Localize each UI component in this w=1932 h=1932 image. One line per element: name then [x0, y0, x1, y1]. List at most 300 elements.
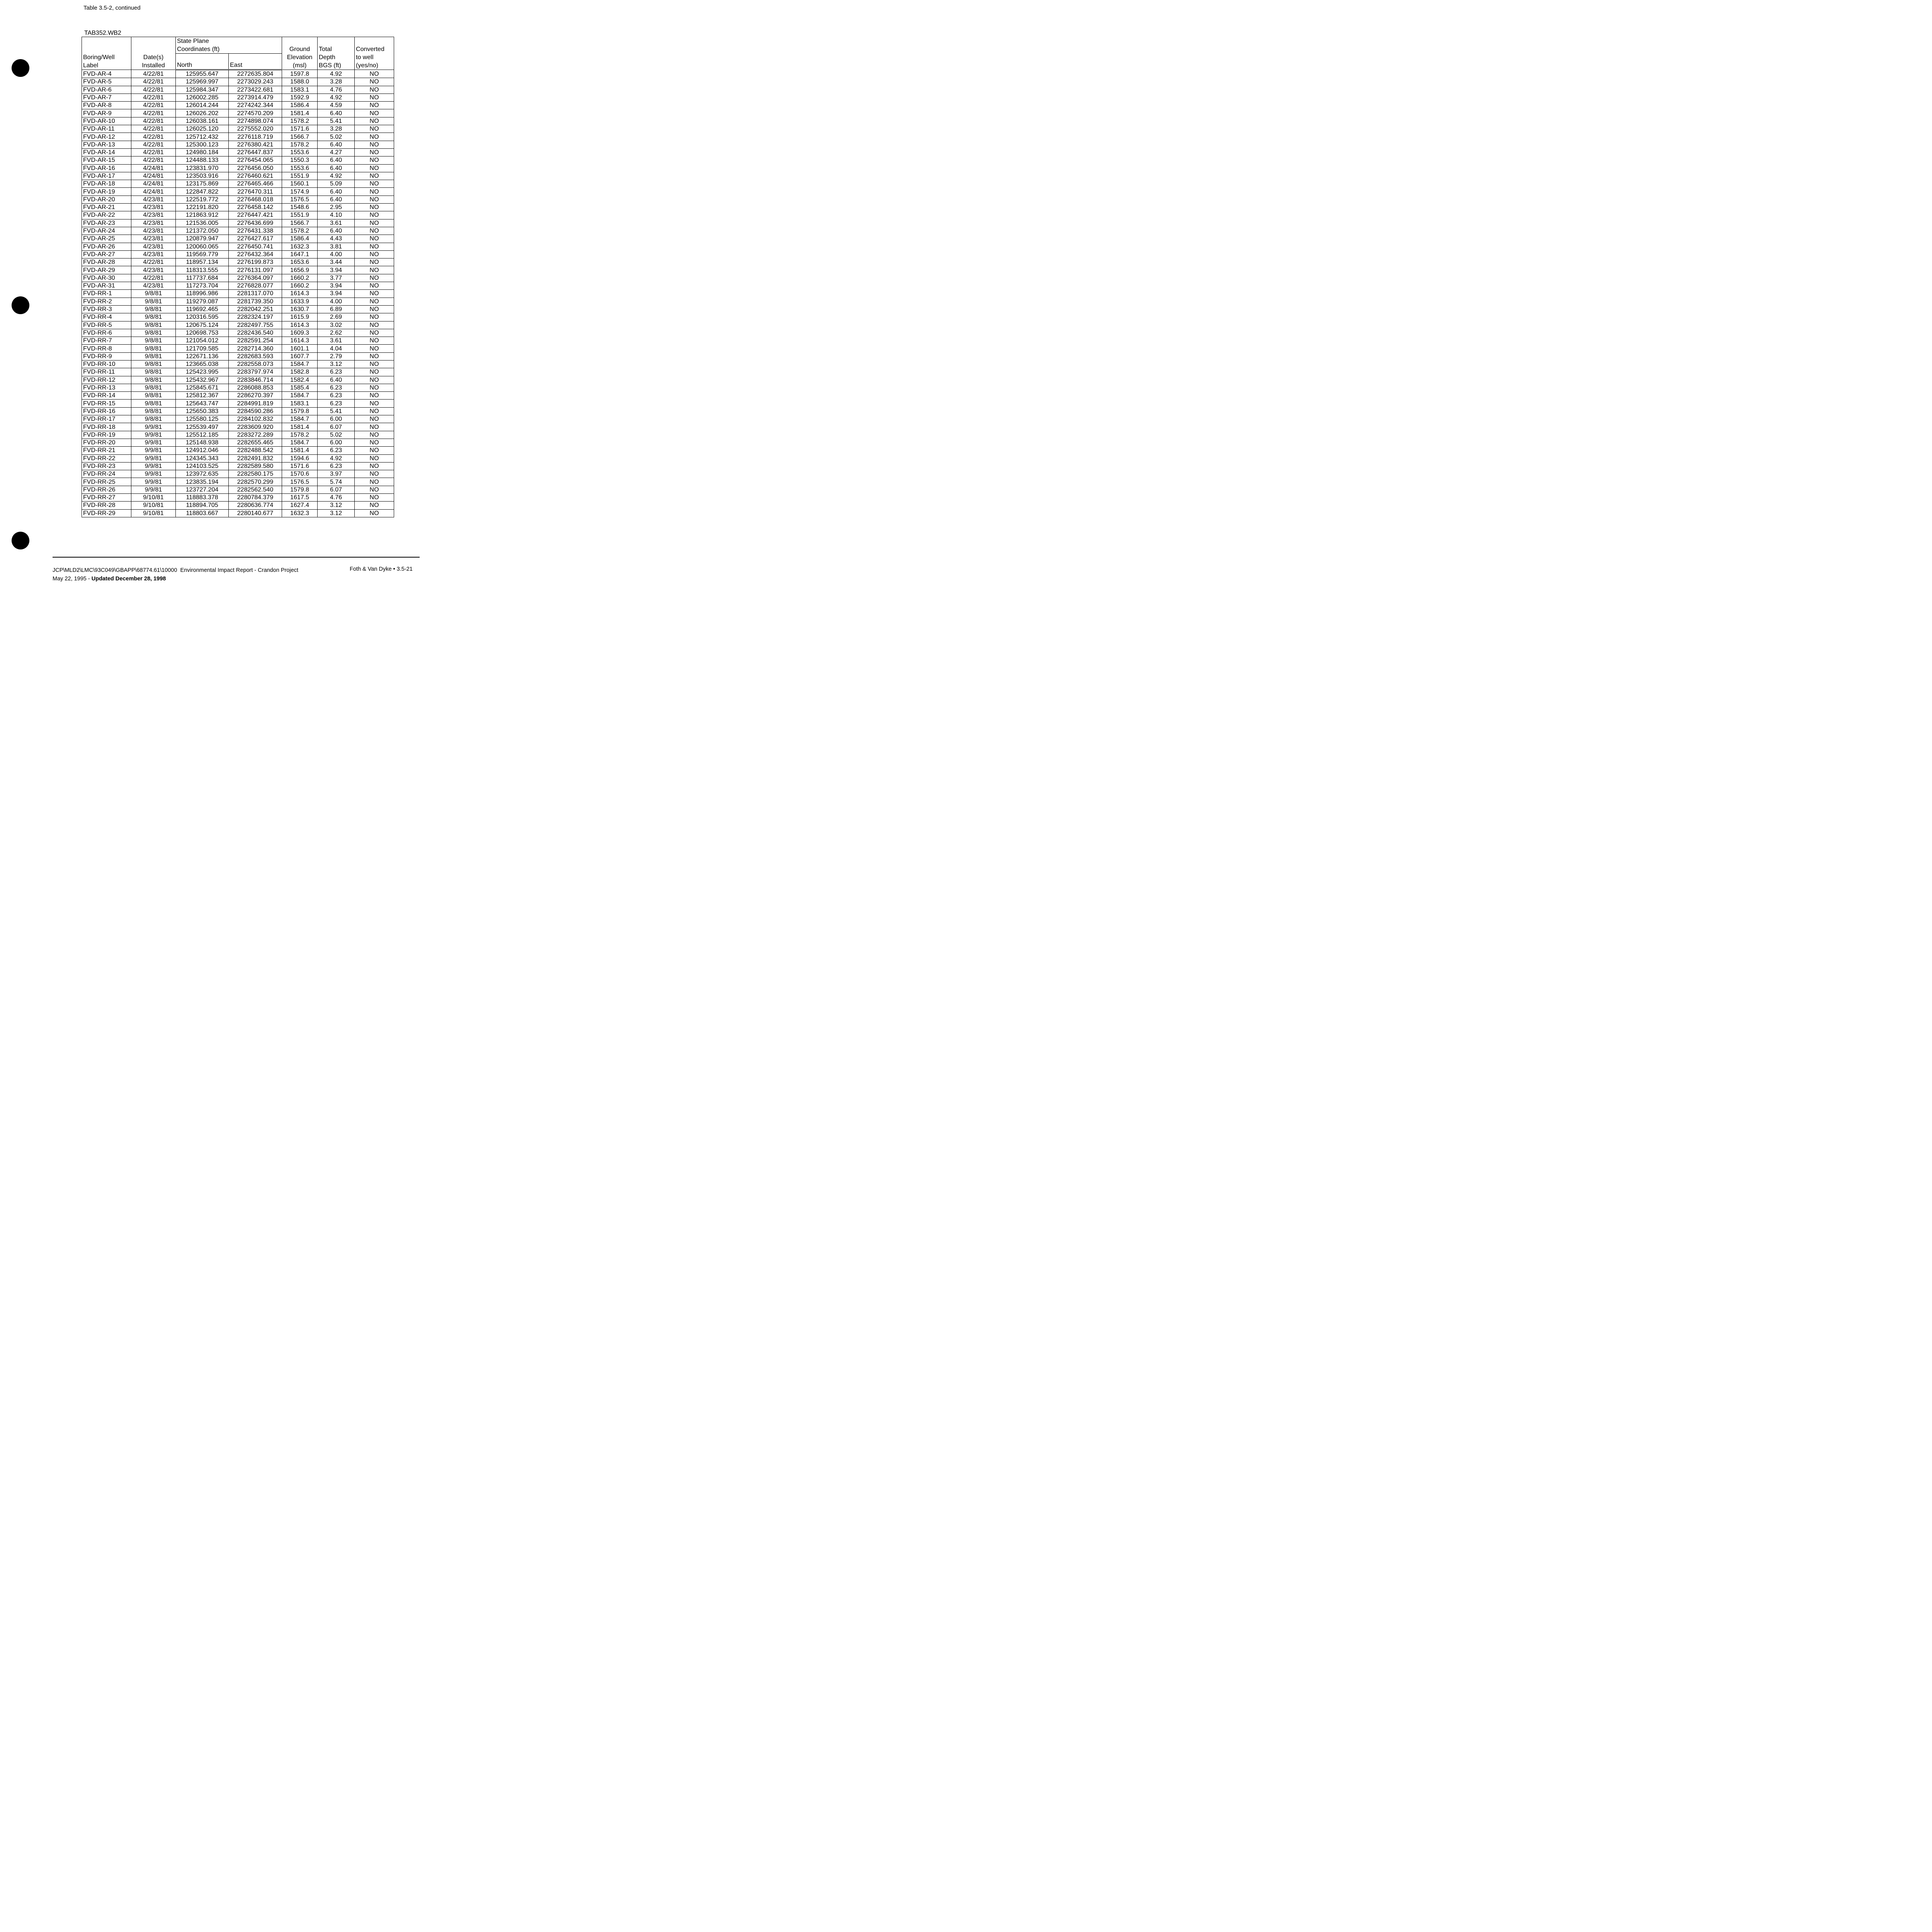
header-north: North [176, 54, 229, 70]
cell-date: 4/22/81 [131, 86, 176, 94]
cell-elevation: 1614.3 [282, 337, 318, 345]
cell-converted: NO [355, 470, 394, 478]
header-ground-elevation: Ground Elevation (msl) [282, 37, 318, 70]
cell-date: 4/22/81 [131, 156, 176, 164]
cell-label: FVD-AR-29 [82, 266, 131, 274]
cell-north: 118313.555 [176, 266, 229, 274]
cell-elevation: 1615.9 [282, 313, 318, 321]
cell-converted: NO [355, 345, 394, 352]
cell-elevation: 1566.7 [282, 133, 318, 141]
cell-depth: 3.02 [318, 321, 355, 329]
table-row [82, 94, 394, 101]
cell-converted: NO [355, 227, 394, 235]
table-row [82, 259, 394, 266]
cell-converted: NO [355, 109, 394, 117]
cell-north: 125712.432 [176, 133, 229, 141]
cell-date: 4/24/81 [131, 188, 176, 196]
cell-date: 9/8/81 [131, 400, 176, 407]
cell-depth: 3.94 [318, 290, 355, 298]
table-row [82, 494, 394, 502]
cell-depth: 4.76 [318, 86, 355, 94]
cell-north: 122519.772 [176, 196, 229, 203]
cell-depth: 4.92 [318, 70, 355, 78]
cell-elevation: 1574.9 [282, 188, 318, 196]
cell-label: FVD-RR-9 [82, 352, 131, 360]
cell-converted: NO [355, 266, 394, 274]
cell-elevation: 1578.2 [282, 141, 318, 148]
cell-east: 2282324.197 [229, 313, 282, 321]
cell-label: FVD-RR-19 [82, 431, 131, 439]
cell-date: 4/24/81 [131, 180, 176, 188]
cell-elevation: 1548.6 [282, 204, 318, 211]
cell-label: FVD-RR-13 [82, 384, 131, 391]
binder-hole-middle [12, 296, 29, 314]
cell-converted: NO [355, 439, 394, 446]
cell-label: FVD-RR-26 [82, 486, 131, 493]
cell-date: 4/22/81 [131, 109, 176, 117]
cell-label: FVD-AR-6 [82, 86, 131, 94]
cell-elevation: 1550.3 [282, 156, 318, 164]
cell-depth: 3.97 [318, 470, 355, 478]
cell-converted: NO [355, 141, 394, 148]
table-row [82, 305, 394, 313]
cell-converted: NO [355, 305, 394, 313]
cell-date: 9/9/81 [131, 447, 176, 454]
cell-east: 2282491.832 [229, 454, 282, 462]
table-row [82, 250, 394, 258]
cell-label: FVD-AR-9 [82, 109, 131, 117]
cell-depth: 4.92 [318, 454, 355, 462]
cell-depth: 3.12 [318, 502, 355, 509]
cell-converted: NO [355, 360, 394, 368]
cell-east: 2276436.699 [229, 219, 282, 227]
cell-label: FVD-AR-25 [82, 235, 131, 243]
cell-label: FVD-RR-3 [82, 305, 131, 313]
cell-north: 123727.204 [176, 486, 229, 493]
table-row [82, 290, 394, 298]
cell-converted: NO [355, 502, 394, 509]
cell-converted: NO [355, 78, 394, 86]
cell-label: FVD-AR-11 [82, 125, 131, 133]
cell-elevation: 1584.7 [282, 392, 318, 400]
cell-converted: NO [355, 117, 394, 125]
footer-path: JCP\MLD2\LMC\93C049\GBAPP\68774.61\10000 [53, 567, 177, 573]
cell-elevation: 1647.1 [282, 250, 318, 258]
cell-date: 9/8/81 [131, 360, 176, 368]
cell-elevation: 1579.8 [282, 486, 318, 493]
binder-hole-bottom [12, 532, 29, 549]
table-row [82, 102, 394, 109]
cell-north: 122847.822 [176, 188, 229, 196]
cell-label: FVD-RR-12 [82, 376, 131, 384]
cell-date: 4/24/81 [131, 164, 176, 172]
cell-east: 2283846.714 [229, 376, 282, 384]
cell-east: 2276199.873 [229, 259, 282, 266]
cell-label: FVD-RR-25 [82, 478, 131, 486]
cell-east: 2274570.209 [229, 109, 282, 117]
table-row [82, 423, 394, 431]
cell-date: 4/22/81 [131, 274, 176, 282]
cell-east: 2280140.677 [229, 509, 282, 517]
cell-elevation: 1630.7 [282, 305, 318, 313]
cell-north: 117273.704 [176, 282, 229, 290]
cell-east: 2276431.338 [229, 227, 282, 235]
cell-elevation: 1582.4 [282, 376, 318, 384]
cell-converted: NO [355, 156, 394, 164]
cell-depth: 6.00 [318, 415, 355, 423]
header-total-depth: Total Depth BGS (ft) [318, 37, 355, 70]
table-row [82, 384, 394, 391]
cell-date: 9/9/81 [131, 462, 176, 470]
cell-converted: NO [355, 368, 394, 376]
cell-east: 2282591.254 [229, 337, 282, 345]
cell-label: FVD-RR-2 [82, 298, 131, 305]
cell-east: 2283272.289 [229, 431, 282, 439]
footer-rule [53, 557, 420, 558]
cell-converted: NO [355, 219, 394, 227]
table-row [82, 204, 394, 211]
cell-date: 9/10/81 [131, 509, 176, 517]
footer-left [53, 566, 298, 583]
cell-north: 125969.997 [176, 78, 229, 86]
cell-converted: NO [355, 486, 394, 493]
cell-converted: NO [355, 407, 394, 415]
cell-date: 4/22/81 [131, 148, 176, 156]
cell-date: 9/8/81 [131, 368, 176, 376]
cell-converted: NO [355, 133, 394, 141]
cell-depth: 2.79 [318, 352, 355, 360]
cell-north: 124980.184 [176, 148, 229, 156]
cell-date: 4/23/81 [131, 227, 176, 235]
cell-label: FVD-RR-20 [82, 439, 131, 446]
cell-label: FVD-AR-4 [82, 70, 131, 78]
cell-converted: NO [355, 188, 394, 196]
cell-date: 4/22/81 [131, 133, 176, 141]
cell-elevation: 1660.2 [282, 274, 318, 282]
cell-date: 9/8/81 [131, 415, 176, 423]
table-row [82, 211, 394, 219]
table-row [82, 360, 394, 368]
cell-depth: 5.02 [318, 431, 355, 439]
table-row [82, 345, 394, 352]
table-row [82, 462, 394, 470]
cell-converted: NO [355, 313, 394, 321]
cell-converted: NO [355, 447, 394, 454]
cell-depth: 5.02 [318, 133, 355, 141]
cell-converted: NO [355, 274, 394, 282]
cell-label: FVD-RR-23 [82, 462, 131, 470]
cell-north: 125984.347 [176, 86, 229, 94]
cell-east: 2282558.073 [229, 360, 282, 368]
cell-depth: 4.00 [318, 298, 355, 305]
cell-converted: NO [355, 196, 394, 203]
cell-elevation: 1614.3 [282, 290, 318, 298]
cell-depth: 3.61 [318, 219, 355, 227]
cell-east: 2283609.920 [229, 423, 282, 431]
cell-depth: 5.41 [318, 117, 355, 125]
cell-north: 119279.087 [176, 298, 229, 305]
cell-depth: 6.40 [318, 156, 355, 164]
cell-east: 2273914.479 [229, 94, 282, 101]
cell-north: 121536.005 [176, 219, 229, 227]
cell-date: 9/8/81 [131, 329, 176, 337]
cell-date: 9/8/81 [131, 305, 176, 313]
table-row [82, 274, 394, 282]
cell-label: FVD-AR-16 [82, 164, 131, 172]
header-east: East [229, 54, 282, 70]
cell-north: 125845.671 [176, 384, 229, 391]
table-row [82, 227, 394, 235]
cell-label: FVD-RR-8 [82, 345, 131, 352]
cell-label: FVD-RR-10 [82, 360, 131, 368]
cell-label: FVD-AR-27 [82, 250, 131, 258]
cell-depth: 4.43 [318, 235, 355, 243]
cell-depth: 3.77 [318, 274, 355, 282]
table-row [82, 196, 394, 203]
cell-elevation: 1614.3 [282, 321, 318, 329]
table-row [82, 502, 394, 509]
cell-east: 2282570.299 [229, 478, 282, 486]
cell-label: FVD-AR-22 [82, 211, 131, 219]
cell-north: 124912.046 [176, 447, 229, 454]
cell-north: 125580.125 [176, 415, 229, 423]
table-caption: Table 3.5-2, continued [83, 5, 141, 11]
cell-elevation: 1584.7 [282, 360, 318, 368]
cell-date: 4/24/81 [131, 172, 176, 180]
binder-hole-top [12, 59, 29, 77]
cell-date: 9/8/81 [131, 352, 176, 360]
cell-north: 123835.194 [176, 478, 229, 486]
table-row [82, 439, 394, 446]
cell-label: FVD-RR-28 [82, 502, 131, 509]
cell-date: 4/23/81 [131, 204, 176, 211]
cell-elevation: 1570.6 [282, 470, 318, 478]
cell-east: 2276458.142 [229, 204, 282, 211]
cell-north: 120675.124 [176, 321, 229, 329]
table-row [82, 509, 394, 517]
cell-depth: 2.69 [318, 313, 355, 321]
cell-label: FVD-AR-8 [82, 102, 131, 109]
cell-converted: NO [355, 70, 394, 78]
cell-date: 4/23/81 [131, 211, 176, 219]
cell-depth: 4.76 [318, 494, 355, 502]
cell-east: 2276364.097 [229, 274, 282, 282]
cell-elevation: 1586.4 [282, 102, 318, 109]
cell-depth: 3.61 [318, 337, 355, 345]
cell-elevation: 1597.8 [282, 70, 318, 78]
cell-elevation: 1553.6 [282, 164, 318, 172]
cell-north: 126002.285 [176, 94, 229, 101]
cell-east: 2282042.251 [229, 305, 282, 313]
cell-elevation: 1660.2 [282, 282, 318, 290]
worksheet-filename: TAB352.WB2 [84, 30, 121, 36]
cell-converted: NO [355, 384, 394, 391]
cell-depth: 6.23 [318, 368, 355, 376]
cell-label: FVD-AR-21 [82, 204, 131, 211]
table-row [82, 117, 394, 125]
cell-elevation: 1578.2 [282, 431, 318, 439]
cell-converted: NO [355, 462, 394, 470]
cell-label: FVD-AR-14 [82, 148, 131, 156]
header-state-plane-coordinates: State Plane Coordinates (ft) [176, 37, 282, 54]
cell-north: 118803.667 [176, 509, 229, 517]
table-row [82, 478, 394, 486]
cell-east: 2272635.804 [229, 70, 282, 78]
table-row [82, 243, 394, 250]
table-row [82, 172, 394, 180]
cell-elevation: 1584.7 [282, 415, 318, 423]
header-dates: Date(s) Installed [131, 37, 176, 70]
cell-north: 126025.120 [176, 125, 229, 133]
cell-east: 2276450.741 [229, 243, 282, 250]
table-row [82, 470, 394, 478]
cell-depth: 3.12 [318, 509, 355, 517]
cell-depth: 3.94 [318, 282, 355, 290]
cell-north: 120698.753 [176, 329, 229, 337]
cell-converted: NO [355, 102, 394, 109]
table-row [82, 188, 394, 196]
cell-elevation: 1656.9 [282, 266, 318, 274]
cell-depth: 6.07 [318, 486, 355, 493]
cell-converted: NO [355, 392, 394, 400]
table-row [82, 133, 394, 141]
table-row [82, 337, 394, 345]
header-label: Boring/Well Label [82, 37, 131, 70]
cell-east: 2276380.421 [229, 141, 282, 148]
cell-north: 126026.202 [176, 109, 229, 117]
table-body [82, 70, 394, 517]
cell-east: 2281317.070 [229, 290, 282, 298]
cell-date: 4/23/81 [131, 196, 176, 203]
cell-east: 2276470.311 [229, 188, 282, 196]
cell-depth: 5.41 [318, 407, 355, 415]
cell-elevation: 1586.4 [282, 235, 318, 243]
cell-east: 2282683.593 [229, 352, 282, 360]
cell-east: 2273029.243 [229, 78, 282, 86]
cell-north: 125650.383 [176, 407, 229, 415]
cell-depth: 3.94 [318, 266, 355, 274]
cell-depth: 4.10 [318, 211, 355, 219]
cell-north: 125423.995 [176, 368, 229, 376]
table-row [82, 266, 394, 274]
cell-label: FVD-AR-31 [82, 282, 131, 290]
table-row [82, 78, 394, 86]
cell-north: 123665.038 [176, 360, 229, 368]
cell-north: 121054.012 [176, 337, 229, 345]
cell-east: 2282580.175 [229, 470, 282, 478]
cell-converted: NO [355, 454, 394, 462]
cell-elevation: 1571.6 [282, 125, 318, 133]
cell-converted: NO [355, 298, 394, 305]
cell-east: 2283797.974 [229, 368, 282, 376]
table-row [82, 219, 394, 227]
cell-converted: NO [355, 282, 394, 290]
cell-east: 2276118.719 [229, 133, 282, 141]
cell-date: 4/22/81 [131, 70, 176, 78]
table-row [82, 109, 394, 117]
footer-report: Environmental Impact Report - Crandon Project [180, 567, 298, 573]
cell-date: 9/9/81 [131, 470, 176, 478]
cell-label: FVD-RR-5 [82, 321, 131, 329]
cell-converted: NO [355, 250, 394, 258]
cell-depth: 6.23 [318, 447, 355, 454]
table-row [82, 70, 394, 78]
cell-depth: 4.04 [318, 345, 355, 352]
table-row [82, 156, 394, 164]
cell-elevation: 1576.5 [282, 478, 318, 486]
cell-north: 125512.185 [176, 431, 229, 439]
cell-depth: 3.12 [318, 360, 355, 368]
cell-date: 9/9/81 [131, 478, 176, 486]
cell-north: 126038.161 [176, 117, 229, 125]
cell-converted: NO [355, 337, 394, 345]
cell-label: FVD-AR-20 [82, 196, 131, 203]
cell-depth: 6.40 [318, 196, 355, 203]
cell-elevation: 1581.4 [282, 447, 318, 454]
cell-east: 2276468.018 [229, 196, 282, 203]
table-row [82, 164, 394, 172]
cell-date: 9/8/81 [131, 337, 176, 345]
cell-label: FVD-AR-24 [82, 227, 131, 235]
cell-east: 2284102.832 [229, 415, 282, 423]
cell-label: FVD-RR-22 [82, 454, 131, 462]
cell-label: FVD-AR-30 [82, 274, 131, 282]
cell-north: 125955.647 [176, 70, 229, 78]
cell-north: 123972.635 [176, 470, 229, 478]
cell-elevation: 1592.9 [282, 94, 318, 101]
cell-elevation: 1609.3 [282, 329, 318, 337]
cell-converted: NO [355, 478, 394, 486]
cell-date: 4/22/81 [131, 125, 176, 133]
table-row [82, 352, 394, 360]
table-row [82, 454, 394, 462]
cell-east: 2282655.465 [229, 439, 282, 446]
cell-north: 118883.378 [176, 494, 229, 502]
table-row [82, 298, 394, 305]
cell-label: FVD-RR-4 [82, 313, 131, 321]
cell-east: 2280784.379 [229, 494, 282, 502]
cell-date: 9/8/81 [131, 376, 176, 384]
cell-east: 2276456.050 [229, 164, 282, 172]
cell-depth: 6.40 [318, 109, 355, 117]
cell-east: 2276432.364 [229, 250, 282, 258]
cell-converted: NO [355, 290, 394, 298]
cell-label: FVD-RR-29 [82, 509, 131, 517]
cell-depth: 5.09 [318, 180, 355, 188]
cell-date: 9/9/81 [131, 431, 176, 439]
cell-east: 2286270.397 [229, 392, 282, 400]
cell-converted: NO [355, 125, 394, 133]
cell-converted: NO [355, 259, 394, 266]
footer-date: May 22, 1995 - [53, 576, 92, 582]
cell-converted: NO [355, 148, 394, 156]
cell-depth: 6.00 [318, 439, 355, 446]
cell-depth: 4.92 [318, 94, 355, 101]
cell-date: 9/10/81 [131, 494, 176, 502]
cell-date: 4/22/81 [131, 102, 176, 109]
cell-north: 124103.525 [176, 462, 229, 470]
cell-elevation: 1617.5 [282, 494, 318, 502]
cell-elevation: 1583.1 [282, 400, 318, 407]
cell-elevation: 1594.6 [282, 454, 318, 462]
table-row [82, 148, 394, 156]
table-row [82, 282, 394, 290]
cell-east: 2276828.077 [229, 282, 282, 290]
table-row [82, 180, 394, 188]
cell-label: FVD-RR-15 [82, 400, 131, 407]
table-row [82, 486, 394, 493]
cell-north: 121709.585 [176, 345, 229, 352]
